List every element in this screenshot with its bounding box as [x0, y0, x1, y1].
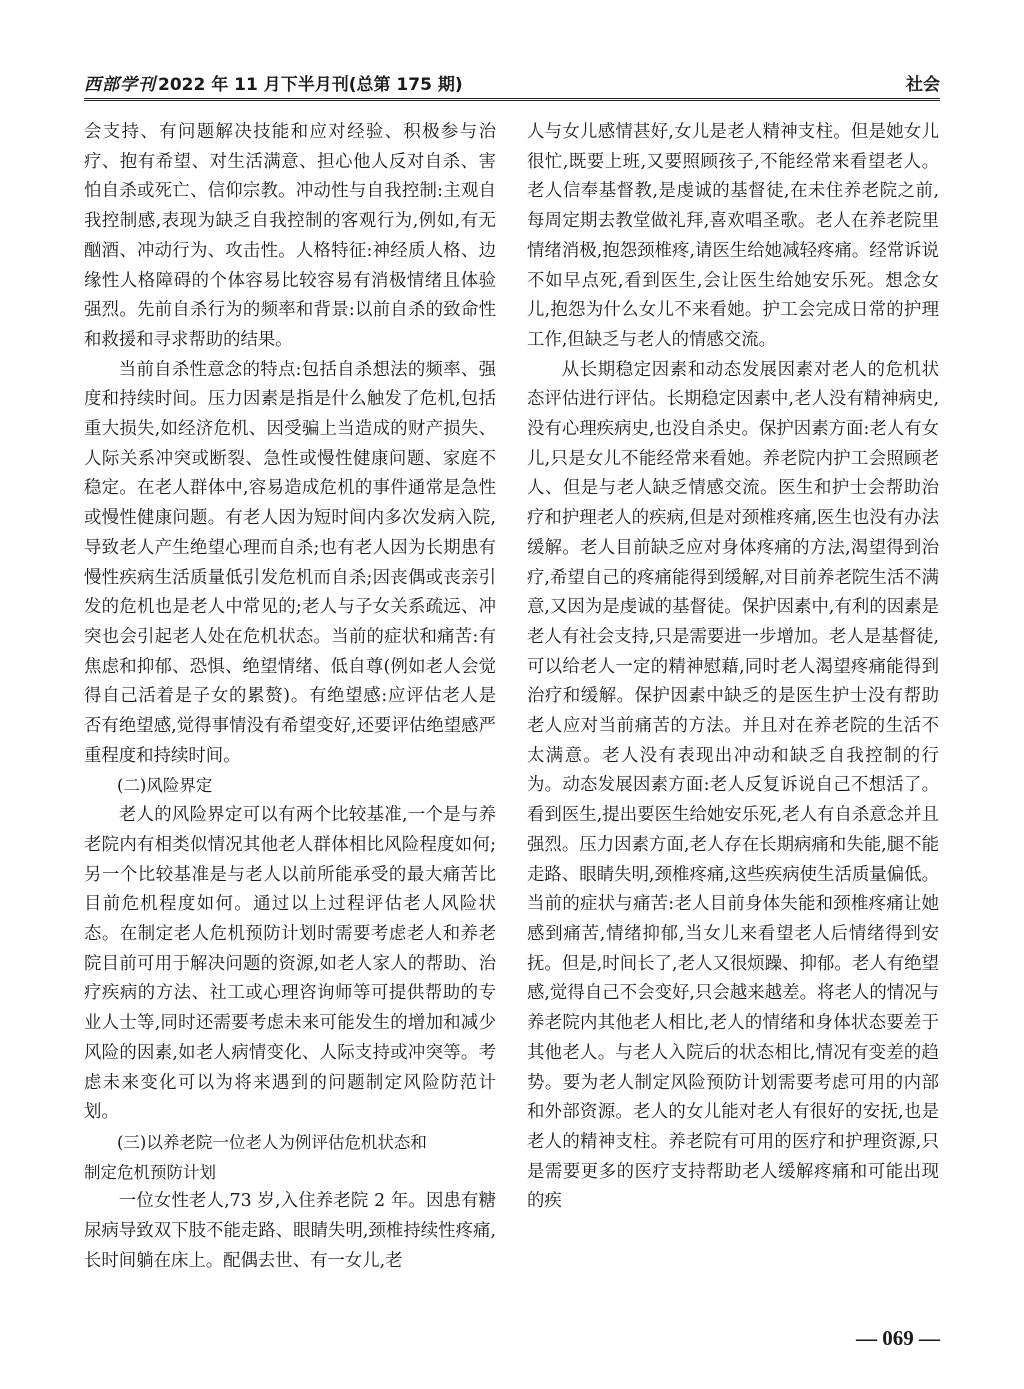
header-journal-issue — [84, 70, 463, 95]
page-header — [84, 62, 940, 101]
page-number: — 069 — — [856, 1326, 940, 1350]
section-heading: (三)以养老院一位老人为例评估危机状态和 — [117, 1132, 427, 1152]
section-label: 社会 — [906, 75, 940, 95]
paragraph: 一位女性老人,73 岁,入住养老院 2 年。因患有糖尿病导致双下肢不能走路、眼睛失明,颈椎持续性疼痛,长时间躺在床上。配偶去世、有一女儿,老 — [84, 1191, 496, 1271]
paragraph: 老人的风险界定可以有两个比较基准,一个是与养老院内有相类似情况其他老人群体相比风险程度如何;另一个比较基准是与老人以前所能承受的最大痛苦比目前危机程度如何。通过以上过程评估老人风险状态。在制定老人危机预防计划时需要考虑老人和养老院目前可用于解决问题的资源,如老人家人的帮助、治疗疾病的方法、社工或心理咨询师等可提供帮助的专业人士等,同时还需要考虑未来可能发生的增加和减少风险的因素,如老人病情变化、人际支持或冲突等。考虑未来变化可以为将来遇到的问题制定风险防范计划。 — [84, 805, 496, 1123]
section-heading-continued: 制定危机预防计划 — [84, 1162, 216, 1182]
journal-logo: 西部学刊 — [84, 75, 156, 95]
paragraph: 会支持、有问题解决技能和应对经验、积极参与治疗、抱有希望、对生活满意、担心他人反对自杀、害怕自杀或死亡、信仰宗教。冲动性与自我控制:主观自我控制感,表现为缺乏自我控制的客观行为,例如,有无酗酒、冲动行为、攻击性。人格特征:神经质人格、边缘性人格障碍的个体容易比较容易有消极情绪且体验强烈。先前自杀行为的频率和背景:以前自杀的致命性和救援和寻求帮助的结果。 — [84, 122, 496, 350]
section-heading: (二)风险界定 — [117, 776, 213, 796]
paragraph: 从长期稳定因素和动态发展因素对老人的危机状态评估进行评估。长期稳定因素中,老人没有精神病史,没有心理疾病史,也没自杀史。保护因素方面:老人有女儿,只是女儿不能经常来看她。养老院内护工会照顾老人、但是与老人缺乏情感交流。医生和护士会帮助治疗和护理老人的疾病,但是对颈椎疼痛,医生也没有办法缓解。老人目前缺乏应对身体疼痛的方法,渴望得到治疗,希望自己的疼痛能得到缓解,对目前养老院生活不满意,又因为是虔诚的基督徒。保护因素中,有利的因素是老人有社会支持,只是需要进一步增加。老人是基督徒,可以给老人一定的精神慰藉,同时老人渴望疼痛能得到治疗和缓解。保护因素中缺乏的是医生护士没有帮助老人应对当前痛苦的方法。并且对在养老院的生活不太满意。老人没有表现出冲动和缺乏自我控制的行为。动态发展因素方面:老人反复诉说自己不想活了。看到医生,提出要医生给她安乐死,老人有自杀意念并且强烈。压力因素方面,老人存在长期病痛和失能,腿不能走路、眼睛失明,颈椎疼痛,这些疾病使生活质量偏低。当前的症状与痛苦:老人目前身体失能和颈椎疼痛让她感到痛苦,情绪抑郁,当女儿来看望老人后情绪得到安抚。但是,时间长了,老人又很烦躁、抑郁。老人有绝望感,觉得自己不会变好,只会越来越差。将老人的情况与养老院内其他老人相比,老人的情绪和身体状态要差于其他老人。与老人入院后的状态相比,情况有变差的趋势。要为老人制定风险预防计划需要考虑可用的内部和外部资源。老人的女儿能对老人有很好的安抚,也是老人的精神支柱。养老院有可用的医疗和护理资源,只是需要更多的医疗支持帮助老人缓解疼痛和可能出现的疾 — [527, 359, 939, 1212]
right-column — [527, 118, 939, 1217]
issue-label: 2022 年 11 月下半月刊(总第 175 期) — [158, 75, 463, 95]
paragraph: 当前自杀性意念的特点:包括自杀想法的频率、强度和持续时间。压力因素是指是什么触发了危机,包括重大损失,如经济危机、因受骗上当造成的财产损失、人际关系冲突或断裂、急性或慢性健康问题、家庭不稳定。在老人群体中,容易造成危机的事件通常是急性或慢性健康问题。有老人因为短时间内多次发病入院,导致老人产生绝望心理而自杀;也有老人因为长期患有慢性疾病生活质量低引发危机而自杀;因丧偶或丧亲引发的危机也是老人中常见的;老人与子女关系疏远、冲突也会引起老人处在危机状态。当前的症状和痛苦:有焦虑和抑郁、恐惧、绝望情绪、低自尊(例如老人会觉得自己活着是子女的累赘)。有绝望感:应评估老人是否有绝望感,觉得事情没有希望变好,还要评估绝望感严重程度和持续时间。 — [84, 359, 496, 766]
left-column — [84, 118, 496, 1276]
paragraph: 人与女儿感情甚好,女儿是老人精神支柱。但是她女儿很忙,既要上班,又要照顾孩子,不能经常来看望老人。老人信奉基督教,是虔诚的基督徒,在未住养老院之前,每周定期去教堂做礼拜,喜欢唱圣歌。老人在养老院里情绪消极,抱怨颈椎疼,请医生给她减轻疼痛。经常诉说不如早点死,看到医生,会让医生给她安乐死。想念女儿,抱怨为什么女儿不来看她。护工会完成日常的护理工作,但缺乏与老人的情感交流。 — [527, 122, 939, 350]
